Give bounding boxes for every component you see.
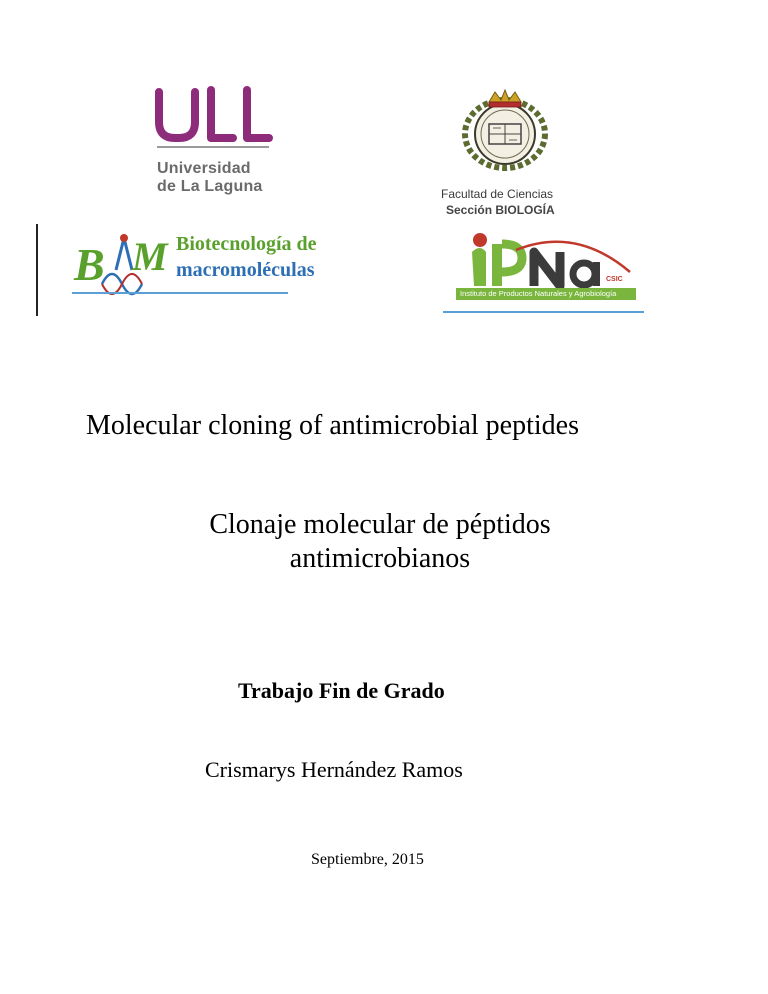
- university-crest-icon: [459, 86, 551, 172]
- bm-name-line2: macromoléculas: [176, 259, 315, 281]
- margin-divider: [36, 224, 38, 316]
- thesis-type: Trabajo Fin de Grado: [238, 678, 445, 703]
- faculty-section: Sección BIOLOGÍA: [446, 203, 555, 217]
- ull-divider: [157, 146, 269, 148]
- svg-text:M: M: [132, 234, 168, 279]
- title-english: Molecular cloning of antimicrobial peptides: [86, 410, 579, 441]
- csic-tag: CSIC: [606, 276, 623, 283]
- faculty-name: Facultad de Ciencias: [441, 187, 554, 201]
- ull-wordmark: [155, 88, 275, 144]
- ull-name-line1: Universidad: [157, 160, 251, 177]
- ipna-logo: [456, 230, 636, 304]
- ipna-banner: Instituto de Productos Naturales y Agrobiología: [456, 288, 636, 300]
- bm-logo: [72, 224, 317, 296]
- ull-name-line2: de La Laguna: [157, 178, 263, 195]
- bm-name-line1: Biotecnología de: [176, 233, 317, 255]
- date: Septiembre, 2015: [311, 851, 424, 868]
- ipna-underline: [443, 311, 644, 313]
- author-name: Crismarys Hernández Ramos: [205, 757, 463, 782]
- svg-text:B: B: [74, 239, 105, 290]
- title-spanish: Clonaje molecular de péptidos antimicrobianos: [209, 509, 551, 574]
- ull-logo: [155, 88, 275, 198]
- bm-underline: [72, 292, 288, 294]
